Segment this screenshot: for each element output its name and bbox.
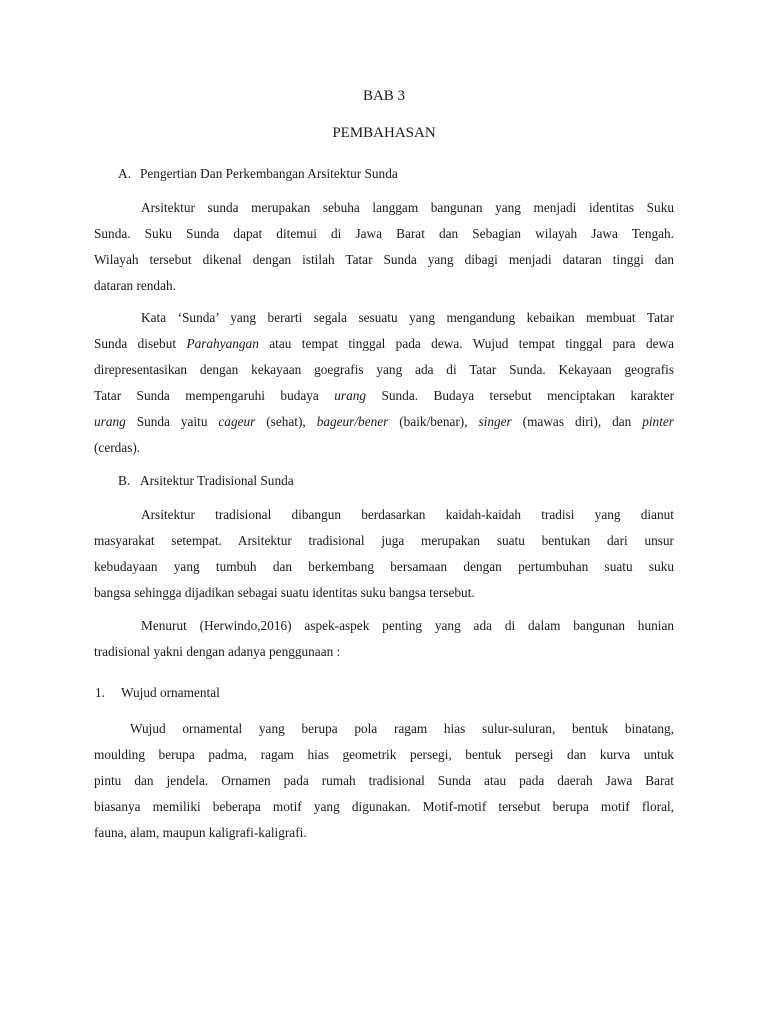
text-span: atau tempat tinggal pada dewa. Wujud tempat tinggal para dewa: [258, 336, 674, 351]
chapter-title: PEMBAHASAN: [332, 125, 436, 141]
italic-term: urang: [334, 388, 367, 403]
paragraph-line: Menurut (Herwindo,2016) aspek-aspek penting yang ada di dalam bangunan hunian: [141, 618, 674, 633]
italic-term: Parahyangan: [186, 336, 259, 351]
paragraph-line: Wilayah tersebut dikenal dengan istilah Tatar Sunda yang dibagi menjadi dataran tinggi dan: [94, 252, 674, 267]
paragraph-line: masyarakat setempat. Arsitektur tradisional juga merupakan suatu bentukan dari unsur: [94, 533, 674, 548]
paragraph-line: moulding berupa padma, ragam hias geometrik persegi, bentuk persegi dan kurva untuk: [94, 747, 674, 762]
paragraph-line: Arsitektur tradisional dibangun berdasarkan kaidah-kaidah tradisi yang dianut: [141, 507, 674, 522]
text-span: Sunda. Budaya tersebut menciptakan karakter: [366, 388, 674, 403]
paragraph-line: pintu dan jendela. Ornamen pada rumah tradisional Sunda atau pada daerah Jawa Barat: [94, 773, 674, 788]
paragraph-line: Kata ‘Sunda’ yang berarti segala sesuatu yang mengandung kebaikan membuat Tatar: [141, 310, 674, 325]
text-span: Sunda disebut: [94, 336, 187, 351]
text-span: (mawas diri), dan: [511, 414, 643, 429]
paragraph-line: [94, 336, 674, 352]
paragraph-line: direpresentasikan dengan kekayaan goegrafis yang ada di Tatar Sunda. Kekayaan geografis: [94, 362, 674, 377]
text-span: (baik/benar),: [388, 414, 479, 429]
list-item-1-marker: 1.: [95, 685, 105, 700]
italic-term: singer: [478, 414, 512, 429]
paragraph-line: (cerdas).: [94, 440, 141, 455]
italic-term: pinter: [642, 414, 674, 429]
paragraph-line: dataran rendah.: [94, 278, 176, 293]
paragraph-line: biasanya memiliki beberapa motif yang digunakan. Motif-motif tersebut berupa motif floral,: [94, 799, 674, 814]
section-a-heading: [118, 166, 398, 182]
text-span: (sehat),: [255, 414, 317, 429]
paragraph-line: Wujud ornamental yang berupa pola ragam hias sulur-suluran, bentuk binatang,: [130, 721, 674, 736]
paragraph-line: Sunda. Suku Sunda dapat ditemui di Jawa Barat dan Sebagian wilayah Jawa Tengah.: [94, 226, 674, 241]
paragraph-line: [94, 414, 674, 430]
section-b-marker: B.: [118, 473, 131, 488]
chapter-number: BAB 3: [362, 88, 406, 104]
list-item-1-heading: [95, 685, 220, 701]
paragraph-line: bangsa sehingga dijadikan sebagai suatu identitas suku bangsa tersebut.: [94, 585, 475, 600]
section-a-marker: A.: [118, 166, 131, 181]
text-span: Tatar Sunda mempengaruhi budaya: [94, 388, 335, 403]
paragraph-line: tradisional yakni dengan adanya penggunaan :: [94, 644, 341, 659]
text-span: Sunda yaitu: [125, 414, 219, 429]
paragraph-line: fauna, alam, maupun kaligrafi-kaligrafi.: [94, 825, 307, 840]
section-a-title: Pengertian Dan Perkembangan Arsitektur Sunda: [140, 166, 398, 181]
list-item-1-title: Wujud ornamental: [121, 685, 220, 700]
section-b-heading: [118, 473, 294, 489]
paragraph-line: kebudayaan yang tumbuh dan berkembang bersamaan dengan pertumbuhan suatu suku: [94, 559, 674, 574]
section-b-title: Arsitektur Tradisional Sunda: [140, 473, 294, 488]
italic-term: bageur/bener: [316, 414, 389, 429]
italic-term: urang: [94, 414, 126, 429]
paragraph-line: [94, 388, 674, 404]
italic-term: cageur: [218, 414, 256, 429]
paragraph-line: Arsitektur sunda merupakan sebuha langgam bangunan yang menjadi identitas Suku: [141, 200, 674, 215]
